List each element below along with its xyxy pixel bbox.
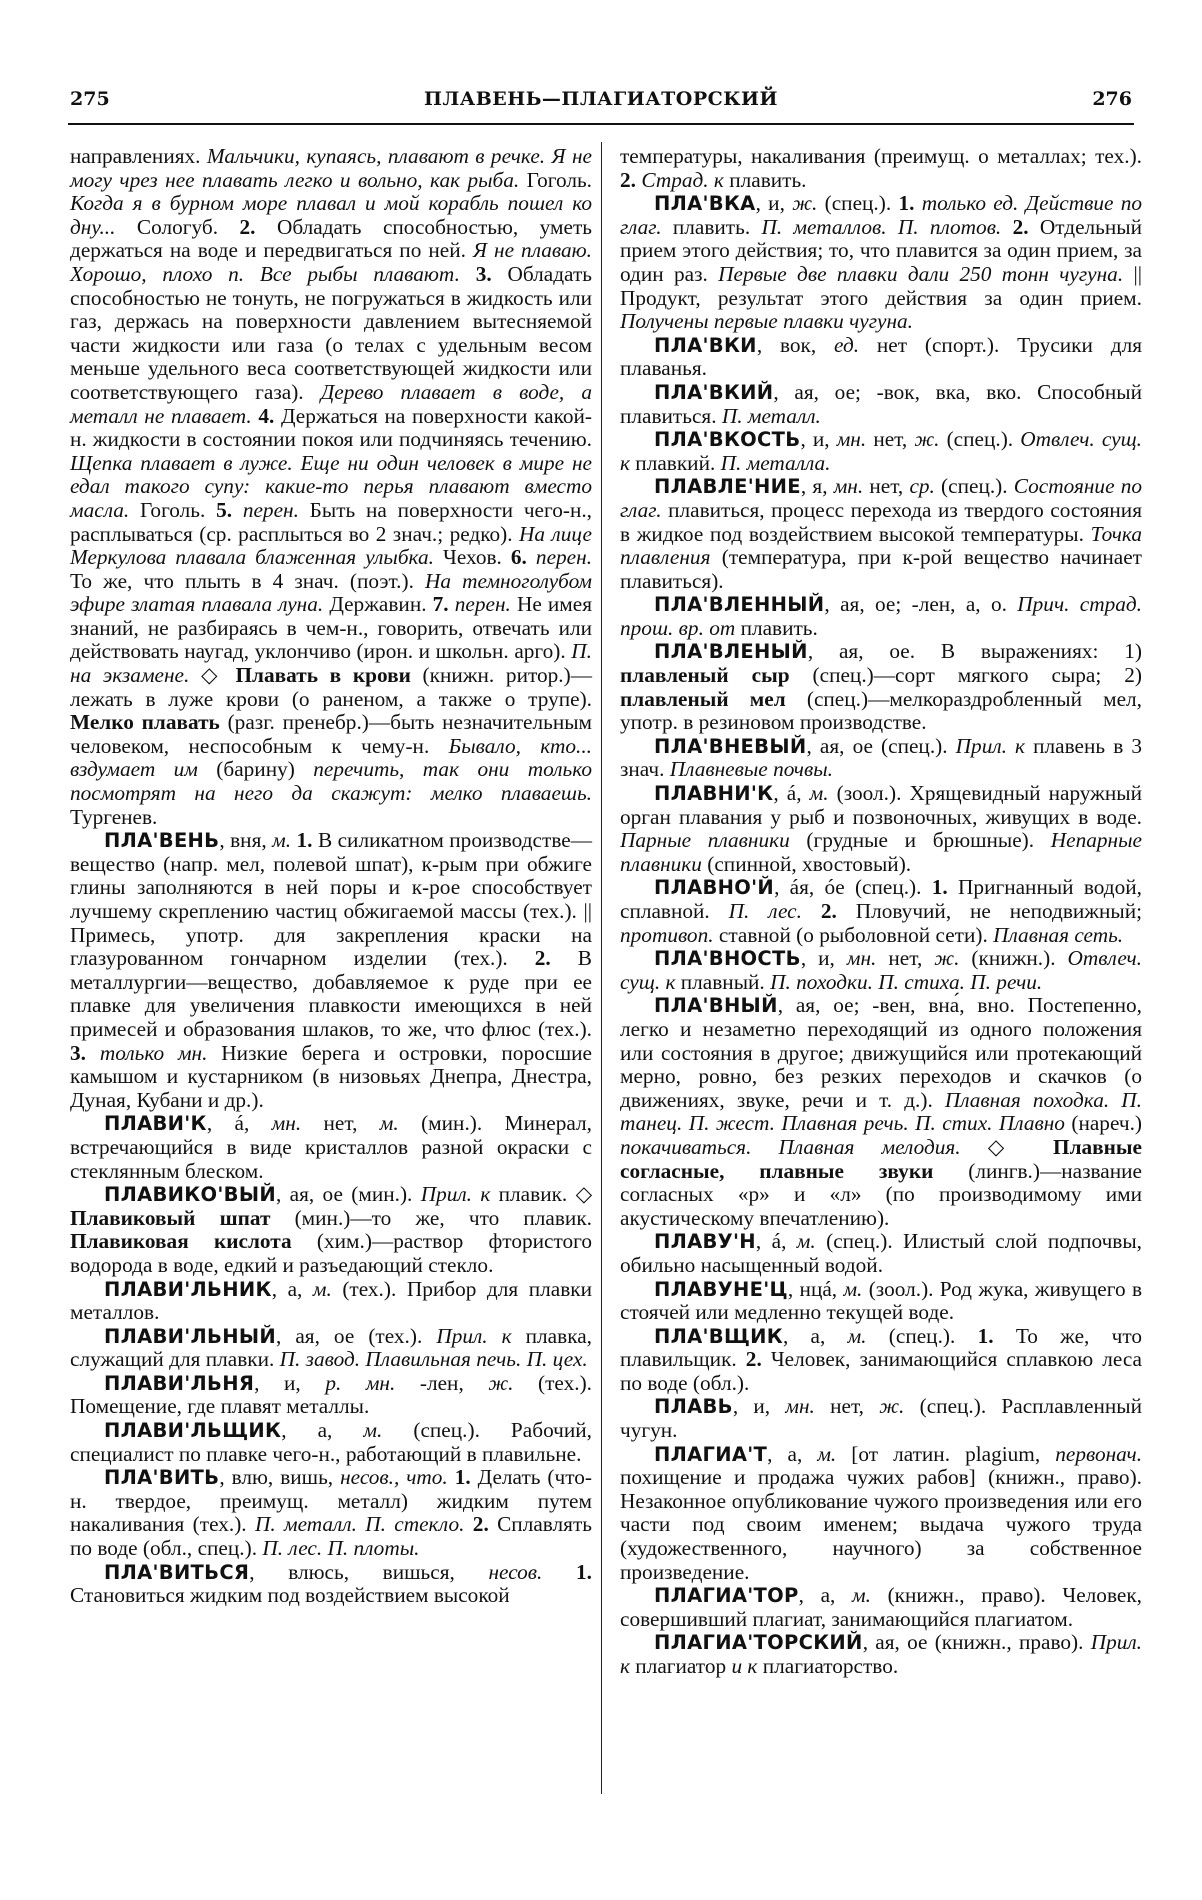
headword: ПЛА'ВНОСТЬ: [654, 947, 801, 971]
definition-text: [802, 899, 821, 923]
definition-text: (температура, при к-рой вещество начинает плавиться).: [620, 545, 1142, 593]
definition-text: плавный.: [675, 969, 771, 994]
dictionary-entry: [620, 1631, 1142, 1678]
definition-text: Низкие берега и островки, поросшие камышом и кустарником (в низовьях Днепра, Днестра, Дуная, Кубани и др.).: [70, 1040, 592, 1112]
italic-text: перен.: [454, 592, 511, 617]
italic-text: П. на экзамене.: [70, 639, 592, 688]
italic-text: ж.: [792, 191, 818, 216]
definition-text: (тех.). Помещение, где плавят металлы.: [70, 1370, 592, 1419]
dictionary-entry: [70, 1561, 592, 1608]
italic-text: На лице Меркулова плавала блаженная улыбка.: [70, 521, 592, 570]
definition-text: , á,: [755, 1229, 797, 1254]
italic-text: П. завод. Плавильная печь. П. цех.: [279, 1347, 588, 1372]
italic-text: ср.: [909, 474, 935, 499]
definition-text: , и,: [254, 1370, 326, 1395]
headword: ПЛА'ВНЕВЫЙ: [654, 734, 807, 758]
definition-text: ◇: [960, 1134, 1053, 1159]
dictionary-entry: [620, 475, 1142, 593]
definition-text: температуры, накаливания (преимущ. о металлах; тех.).: [620, 144, 1142, 168]
bold-text: 5.: [216, 497, 233, 522]
italic-text: Отвлеч. сущ. к: [620, 946, 1143, 994]
italic-text: м.: [796, 1229, 816, 1254]
definition-text: (спец.). Рабочий, специалист по плавке чего-н., работающий в плавильне.: [70, 1418, 592, 1466]
headword: ПЛАГИА'Т: [654, 1442, 768, 1466]
italic-text: м.: [379, 1111, 399, 1136]
headword: ПЛАВЛЕ'НИЕ: [654, 475, 801, 499]
definition-text: , а,: [767, 1441, 818, 1466]
headword: ПЛАГИА'ТОРСКИЙ: [654, 1631, 863, 1655]
bold-text: 2.: [534, 946, 551, 971]
definition-text: (спец.). Илистый слой подпочвы, обильно насыщенный водой.: [620, 1229, 1142, 1277]
italic-text: несов., что.: [340, 1465, 448, 1490]
italic-text: Плавная сеть.: [993, 922, 1124, 947]
italic-text: Прил. к: [955, 733, 1026, 758]
definition-text: , ая, ое; -вок, вка, вко. Способный плавиться.: [620, 379, 1142, 428]
italic-text: ж.: [934, 946, 960, 971]
headword: ПЛА'ВЕНЬ: [104, 829, 220, 853]
definition-text: Быть на поверхности чего-н., расплываться (ср. расплыться во 2 знач.; редко).: [70, 497, 592, 546]
definition-text: [464, 1512, 472, 1536]
bold-text: 3.: [475, 261, 492, 286]
bold-text: 1.: [898, 191, 915, 216]
bold-text: плавленый сыр: [620, 663, 790, 688]
definition-text: плавить.: [735, 615, 818, 640]
column-divider: [601, 142, 602, 1794]
italic-text: ж.: [488, 1370, 514, 1395]
dictionary-entry: [620, 1584, 1142, 1631]
definition-text: (книжн. ритор.)—лежать в луже крови (о раненом, а также о трупе).: [70, 663, 593, 711]
italic-text: м.: [852, 1583, 871, 1608]
definition-text: , и,: [800, 427, 837, 452]
definition-text: Обладать способностью не тонуть, не погружаться в жидкость или газ, держась на поверхности давлением вытесняемой части жидкости или газа (о телах с удельным весом меньше удельного веса соответствующей жидкости или соответствующего газа).: [70, 261, 592, 404]
definition-text: , ая, ое; -лен, а, о.: [824, 592, 1018, 617]
italic-text: Отвлеч. сущ. к: [620, 427, 1142, 475]
dictionary-entry: [620, 640, 1142, 734]
headword: ПЛА'ВКОСТЬ: [654, 428, 801, 452]
dictionary-entry: [70, 1466, 592, 1560]
definition-text: плагиаторство.: [757, 1654, 899, 1678]
bold-text: 1.: [296, 828, 313, 853]
italic-text: Плавневые почвы.: [669, 757, 833, 782]
dictionary-entry: [620, 1325, 1142, 1396]
definition-text: , и,: [755, 191, 793, 216]
italic-text: Прил.: [420, 1182, 472, 1207]
italic-text: ж.: [879, 1394, 905, 1419]
italic-text: мн.: [785, 1394, 815, 1419]
headword: ПЛА'ВНЫЙ: [654, 994, 778, 1018]
definition-text: ◇: [189, 663, 236, 688]
definition-text: плагиатор: [629, 1654, 732, 1678]
italic-text: м.: [847, 1323, 867, 1348]
definition-text: Сологуб.: [115, 214, 240, 239]
bold-text: 2.: [745, 1347, 762, 1372]
definition-text: Державин.: [323, 592, 433, 617]
italic-text: м.: [363, 1418, 383, 1443]
italic-text: перечить, так они только посмотрят на него да скажут: мелко плаваешь.: [70, 757, 592, 806]
dictionary-entry: [620, 381, 1142, 428]
definition-text: , á,: [773, 781, 810, 806]
definition-text: [от латин. plagium,: [836, 1441, 1056, 1466]
bold-text: Плавиковый шпат: [70, 1205, 271, 1230]
headword: ПЛАВНИ'К: [654, 782, 774, 806]
italic-text: противоп.: [620, 922, 714, 947]
headword: ПЛАВИ'ЛЬНЫЙ: [104, 1324, 276, 1348]
definition-text: плавик. ◇: [490, 1182, 592, 1207]
page-header: [70, 88, 1132, 122]
definition-text: , и,: [800, 946, 847, 971]
bold-text: Мелко плавать: [70, 710, 220, 735]
definition-text: Отдельный прием этого действия; то, что плавится за один прием, за один раз.: [620, 214, 1142, 286]
definition-text: || Продукт, результат этого действия за один прием.: [620, 261, 1142, 310]
definition-text: , ая, ое. В выражениях: 1): [807, 639, 1142, 664]
definition-text: , нцá,: [787, 1276, 844, 1301]
definition-text: , а,: [271, 1276, 313, 1301]
bold-text: 2.: [472, 1512, 489, 1537]
definition-text: нет,: [866, 427, 915, 452]
italic-text: П. металл.: [721, 403, 821, 428]
italic-text: Дерево плавает в воде, а металл не плавает.: [70, 379, 592, 428]
definition-text: , влю, вишь,: [219, 1465, 341, 1490]
definition-text: (мин.)—то же, что плавик.: [270, 1205, 593, 1230]
definition-text: (лингв.)—название согласных «р» и «л» (по производимому ими акустическому впечатлению).: [620, 1158, 1142, 1230]
definition-text: (книжн., право). Человек, совершивший плагиат, занимающийся плагиатом.: [620, 1583, 1142, 1631]
definition-text: То же, что плавильщик.: [620, 1323, 1143, 1372]
bold-text: 2.: [620, 167, 636, 192]
entry-continuation: [620, 145, 1142, 192]
headword: ПЛА'ВИТЬ: [104, 1466, 220, 1490]
definition-text: Человек, занимающийся сплавкою леса по воде (обл.).: [620, 1347, 1142, 1395]
bold-text: 3.: [70, 1040, 86, 1065]
definition-text: плавиться, процесс перехода из твердого состояния в жидкое под воздействием высокой температуры.: [620, 497, 1142, 546]
headword: ПЛА'ВЛЕННЫЙ: [654, 593, 825, 617]
bold-text: 1.: [576, 1559, 592, 1584]
bold-text: Плавные согласные, плавные звуки: [620, 1134, 1143, 1183]
definition-text: (спец.). Расплавленный чугун.: [620, 1394, 1142, 1443]
right-column: [620, 145, 1142, 1679]
italic-text: П. лес. П. плоты.: [262, 1536, 420, 1561]
dictionary-entry: [70, 829, 592, 1112]
bold-text: 1.: [931, 875, 948, 900]
definition-text: (спец.)—мелкораздробленный мел, употр. в резиновом производстве.: [620, 686, 1143, 735]
definition-text: плавень в 3 знач.: [620, 733, 1143, 782]
italic-text: П. металла.: [720, 450, 831, 475]
definition-text: , ая, ое (тех.).: [275, 1323, 437, 1348]
italic-text: Прич. страд. прош. вр. от: [620, 592, 1142, 640]
italic-text: Страд. к: [641, 167, 724, 192]
headword: ПЛАВИ'ЛЬНЯ: [104, 1371, 255, 1395]
headword: ПЛАВИ'ЛЬЩИК: [104, 1419, 282, 1443]
definition-text: (спинной, хвостовый).: [701, 851, 912, 876]
italic-text: ж.: [914, 427, 940, 452]
italic-text: только ед. Действие по глаг.: [620, 191, 1143, 239]
definition-text: (спец.)—сорт мягкого сыра; 2): [789, 663, 1142, 688]
dictionary-entry: [620, 947, 1142, 994]
definition-text: , а,: [281, 1418, 364, 1443]
definition-text: (хим.)—раствор фтористого водорода в воде, едкий и разъедающий стекло.: [70, 1229, 593, 1277]
italic-text: Точка плавления: [620, 521, 1142, 570]
definition-text: Сплавлять по воде (обл., спец.).: [70, 1512, 592, 1561]
dictionary-entry: [620, 1278, 1142, 1325]
definition-text: (барину): [197, 757, 314, 782]
italic-text: Первые две плавки дали 250 тонн чугуна.: [718, 261, 1124, 286]
bold-text: 2.: [239, 214, 256, 239]
definition-text: (мин.). Минерал, встречающийся в виде кристаллов разной окраски с стеклянным блеском.: [70, 1111, 592, 1183]
italic-text: П. лес.: [728, 899, 802, 923]
definition-text: нет (спорт.). Трусики для плаванья.: [620, 332, 1142, 381]
headword: ПЛА'ВЛЕНЫЙ: [654, 640, 808, 664]
bold-text: 4.: [258, 403, 275, 428]
definition-text: В металлургии—вещество, добавляемое к руде при ее плавке для увеличения плавкости имеющихся в ней примесей и образования шлаков, то же, что флюс (тех.).: [70, 946, 592, 1041]
definition-text: (спец.).: [866, 1323, 978, 1348]
definition-text: , вок,: [756, 332, 835, 357]
definition-text: В силикатном производстве—вещество (напр. мел, полевой шпат), к-рым при обжиге глины заполняются в ней поры и к-рое способствует лучшему скреплению частиц обжигаемой массы (тех.). || Примесь, употр. для закрепления краски на глазурованном гончарном изделии (тех.).: [70, 828, 592, 971]
definition-text: Держаться на поверхности какой-н. жидкости в состоянии покоя или подчиняясь течению.: [70, 403, 592, 452]
definition-text: (спец.).: [939, 427, 1021, 452]
definition-text: (зоол.). Хрящевидный наружный орган плавания у рыб и позвоночных, живущих в воде.: [620, 781, 1142, 829]
definition-text: [914, 191, 921, 215]
bold-text: 2.: [820, 899, 837, 923]
italic-text: мн.: [833, 474, 864, 499]
definition-text: плавкий.: [629, 450, 721, 475]
entry-continuation: [70, 145, 592, 829]
definition-text: Пригнанный водой, сплавной.: [620, 875, 1142, 923]
italic-text: П. походки. П. стиха. П. речи.: [770, 969, 1043, 994]
dictionary-entry: [620, 334, 1142, 381]
headword: ПЛАВЬ: [654, 1395, 733, 1419]
definition-text: (книжн.).: [959, 946, 1068, 971]
definition-text: , ая, ое (спец.).: [806, 733, 956, 758]
definition-text: То же, что плыть в 4 знач. (поэт.).: [70, 568, 426, 593]
definition-text: (зоол.). Род жука, живущего в стоячей или медленно текущей воде.: [620, 1276, 1142, 1325]
dictionary-entry: [70, 1325, 592, 1372]
definition-text: , а,: [782, 1323, 848, 1348]
definition-text: плавить.: [661, 214, 762, 239]
italic-text: Прил. к: [436, 1323, 512, 1348]
italic-text: первонач.: [1055, 1441, 1143, 1466]
dictionary-entry: [620, 735, 1142, 782]
headword: ПЛАГИА'ТОР: [654, 1584, 799, 1608]
italic-text: П. металлов. П. плотов.: [761, 214, 1002, 239]
bold-text: Плавать в крови: [235, 663, 411, 688]
headword: ПЛА'ВЩИК: [654, 1324, 783, 1348]
definition-text: Пловучий, не неподвижный;: [836, 899, 1143, 923]
page-number-right: 276: [1092, 88, 1132, 110]
definition-text: [448, 1465, 455, 1489]
italic-text: м.: [809, 781, 829, 806]
dictionary-entry: [620, 876, 1142, 947]
definition-text: [1001, 215, 1012, 239]
definition-text: [542, 1560, 576, 1584]
italic-text: м.: [817, 1441, 837, 1466]
headword: ПЛАВУ'Н: [654, 1230, 756, 1254]
definition-text: (тех.). Прибор для плавки металлов.: [70, 1276, 592, 1325]
dictionary-entry: [620, 1230, 1142, 1277]
definition-text: нет,: [301, 1111, 380, 1136]
dictionary-entry: [70, 1112, 592, 1183]
definition-text: (спец.).: [817, 191, 899, 216]
definition-text: [86, 1041, 100, 1065]
italic-text: м.: [312, 1276, 332, 1301]
definition-text: [460, 262, 476, 286]
definition-text: Не имея знаний, не разбираясь в чем-н., говорить, отвечать или действовать наугад, уклончиво (ирон. и школьн. арго).: [70, 592, 592, 664]
definition-text: , ая, ое (мин.).: [275, 1182, 421, 1207]
definition-text: [527, 545, 536, 569]
page-number-left: 275: [70, 88, 110, 110]
definition-text: Гоголь.: [129, 497, 217, 522]
dictionary-entry: [620, 782, 1142, 876]
italic-text: к: [480, 1182, 491, 1207]
headword: ПЛАВИ'К: [104, 1112, 207, 1136]
italic-text: м.: [843, 1276, 863, 1301]
definition-text: ставной (о рыболовной сети).: [713, 922, 994, 947]
header-rule: [68, 123, 1134, 125]
definition-text: , ая, ое (книжн., право).: [862, 1630, 1091, 1655]
headword: ПЛАВИКО'ВЫЙ: [104, 1183, 276, 1207]
headword: ПЛА'ВКА: [654, 192, 756, 216]
bold-text: 7.: [432, 592, 449, 617]
dictionary-entry: [70, 1372, 592, 1419]
dictionary-entry: [620, 994, 1142, 1230]
definition-text: , вня,: [219, 828, 273, 853]
italic-text: Когда я в бурном море плавал и мой корабль пошел ко дну...: [70, 191, 592, 239]
bold-text: 2.: [1012, 214, 1029, 239]
headword: ПЛА'ВКИЙ: [654, 380, 774, 404]
italic-text: мн.: [836, 427, 867, 452]
italic-text: ед.: [834, 332, 860, 357]
definition-text: (разг. пренебр.)—быть незначительным человеком, неспособным к чему-н.: [70, 710, 593, 758]
definition-text: Обладать способностью, уметь держаться на воде и передвигаться по ней.: [70, 214, 592, 263]
headword: ПЛАВНО'Й: [654, 876, 775, 900]
definition-text: , á,: [206, 1111, 272, 1136]
definition-text: Гоголь.: [519, 167, 593, 192]
dictionary-entry: [70, 1183, 592, 1277]
definition-text: Делать (что-н. твердое, преимущ. металл) жидким путем накаливания (тех.).: [70, 1465, 593, 1537]
bold-text: Плавиковая кислота: [70, 1229, 292, 1254]
italic-text: перен.: [535, 545, 593, 570]
bold-text: 6.: [510, 545, 527, 570]
dictionary-entry: [620, 428, 1142, 475]
bold-text: 1.: [977, 1323, 994, 1348]
italic-text: и к: [731, 1654, 758, 1678]
definition-text: нет,: [876, 946, 935, 971]
headword: ПЛА'ВИТЬСЯ: [104, 1560, 250, 1584]
left-column: [70, 145, 592, 1608]
definition-text: (спец.).: [934, 474, 1014, 499]
definition-text: [232, 498, 243, 522]
definition-text: направлениях.: [70, 144, 207, 168]
definition-text: нет,: [814, 1394, 880, 1419]
definition-text: (нареч.): [1064, 1111, 1142, 1136]
italic-text: Мальчики, купаясь, плавают в речке. Я не могу чрез нее плавать легко и вольно, как рыба.: [70, 144, 592, 192]
italic-text: мн.: [846, 946, 877, 971]
definition-text: нет,: [863, 474, 910, 499]
definition-text: плавить.: [723, 167, 807, 192]
definition-text: , я,: [800, 474, 834, 499]
bold-text: 1.: [454, 1465, 471, 1490]
italic-text: Щепка плавает в луже. Еще ни один человек в мире не едал такого супу: какие-то перья плавают вместо масла.: [70, 450, 592, 522]
italic-text: Прил. к: [620, 1630, 1142, 1678]
italic-text: Я не плаваю. Хорошо, плохо п. Все рыбы плавают.: [70, 238, 592, 286]
definition-text: , áя, óе (спец.).: [774, 875, 932, 900]
italic-text: покачиваться. Плавная мелодия.: [620, 1134, 961, 1159]
dictionary-entry: [70, 1278, 592, 1325]
definition-text: , и,: [732, 1394, 786, 1419]
italic-text: П. металл. П. стекло.: [254, 1512, 465, 1537]
italic-text: На темноголубом эфире златая плавала луна.: [70, 568, 593, 617]
definition-text: , а,: [798, 1583, 853, 1608]
italic-text: только мн.: [99, 1040, 208, 1065]
italic-text: мн.: [271, 1111, 302, 1136]
definition-text: (грудные и брюшные).: [789, 828, 1051, 853]
italic-text: Состояние по глаг.: [620, 474, 1143, 522]
dictionary-entry: [620, 1443, 1142, 1585]
definition-text: Становиться жидким под воздействием высокой: [70, 1583, 510, 1608]
dictionary-entry: [620, 192, 1142, 334]
definition-text: похищение и продажа чужих рабов] (книжн., право). Незаконное опубликование чужого произведения или его части под своим именем; выдача чужого труда (художественного, научного) за собственное произведение.: [620, 1465, 1142, 1584]
bold-text: плавленый мел: [620, 686, 786, 711]
running-title: ПЛАВЕНЬ—ПЛАГИАТОРСКИЙ: [424, 88, 778, 110]
headword: ПЛАВУНЕ'Ц: [654, 1277, 788, 1301]
italic-text: м.: [272, 828, 292, 853]
dictionary-entry: [620, 593, 1142, 640]
italic-text: Плавная походка. П. танец. П. жест. Плавная речь. П. стих. Плавно: [620, 1087, 1142, 1136]
definition-text: Тургенев.: [70, 804, 158, 829]
italic-text: Бывало, кто... вздумает им: [70, 733, 592, 782]
headword: ПЛАВИ'ЛЬНИК: [104, 1277, 272, 1301]
italic-text: перен.: [242, 497, 299, 522]
dictionary-entry: [620, 1395, 1142, 1442]
headword: ПЛА'ВКИ: [654, 333, 757, 357]
definition-text: , ая, ое; -вен, вна́, вно. Постепенно, легко и незаметно переходящий из одного положения или состояния в другое; движущийся или протекающий мерно, ровно, без резких переходов и скачков (о движениях, звуке, речи и т. д.).: [620, 993, 1142, 1112]
dictionary-entry: [70, 1419, 592, 1466]
definition-text: -лен,: [395, 1370, 489, 1395]
italic-text: несов.: [488, 1559, 543, 1584]
italic-text: р. мн.: [325, 1370, 396, 1395]
definition-text: , влюсь, вишься,: [249, 1559, 489, 1584]
italic-text: Парные плавники: [620, 828, 790, 853]
italic-text: Получены первые плавки чугуна.: [620, 309, 914, 334]
definition-text: Чехов.: [433, 545, 511, 570]
italic-text: Непарные плавники: [620, 828, 1143, 876]
definition-text: плавка, служащий для плавки.: [70, 1323, 592, 1372]
